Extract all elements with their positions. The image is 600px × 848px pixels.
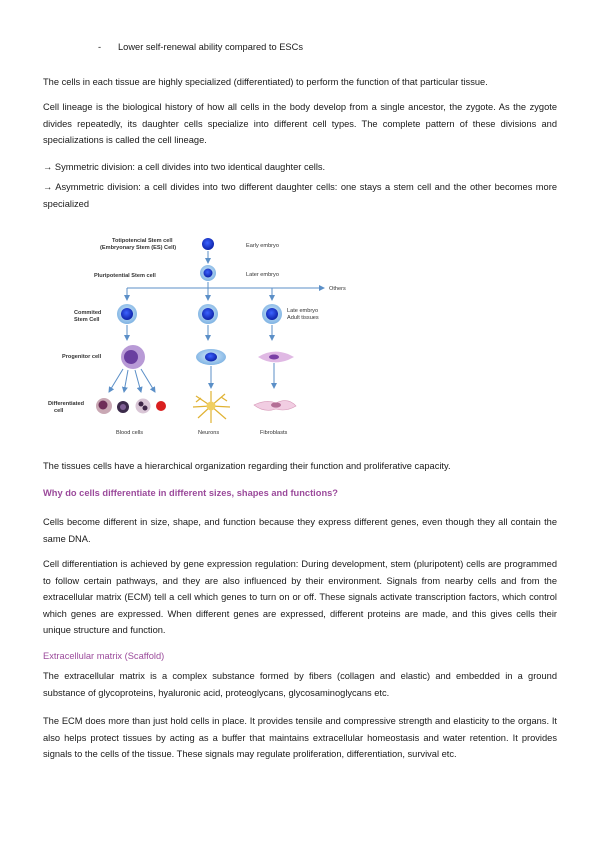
label-committed: Commited bbox=[74, 310, 102, 316]
totipotent-cell bbox=[202, 238, 214, 250]
label-later-embryo: Later embryo bbox=[246, 272, 279, 278]
paragraph-ecm-function: The ECM does more than just hold cells in place. It provides tensile and compressive strength and elasticity to the organs. It also helps protect tissues by acting as a buffer that maintains extracellular homeostasis and water retention. It provides signals to the cells of the tissue. These signals may regulate proliferation, differentiation, survival etc. bbox=[43, 716, 557, 759]
paragraph-differentiation: Cell differentiation is achieved by gene expression regulation: During development, stem (pluripotent) cells are programmed to follow certain pathways, and they are also influenced by their environment. Signals from nearby cells and from the extracellular matrix (ECM) tell a cell which genes to turn on or off. These signals activate transcription factors, which control which genes are expressed. When different genes are expressed, different proteins are made, and this gives cells their unique structure and function. bbox=[43, 559, 557, 635]
paragraph-symmetric: → Symmetric division: a cell divides into two identical daughter cells. bbox=[43, 162, 326, 172]
paragraph-asymmetric: → Asymmetric division: a cell divides into two different daughter cells: one stays a stem cell and the other becomes more specialized bbox=[43, 182, 557, 209]
label-neurons: Neurons bbox=[198, 430, 220, 436]
label-blood-cells: Blood cells bbox=[116, 430, 144, 436]
label-fibroblasts: Fibroblasts bbox=[260, 430, 288, 436]
label-stem-cell: Stem Cell bbox=[74, 317, 100, 323]
fibroblast-cell bbox=[254, 401, 296, 411]
blood-cells bbox=[96, 398, 166, 414]
label-early-embryo: Early embryo bbox=[246, 243, 279, 249]
label-progenitor: Progenitor cell bbox=[62, 354, 102, 360]
neuron-cell bbox=[193, 391, 230, 423]
label-es-cell: (Embryonary Stem (ES) Cell) bbox=[100, 245, 177, 251]
label-differentiated: Differentiated bbox=[48, 401, 85, 407]
paragraph-specialization: The cells in each tissue are highly specialized (differentiated) to perform the function of that particular tissue. bbox=[43, 77, 488, 87]
bullet-marker: - bbox=[98, 42, 102, 52]
paragraph-gene-expression: Cells become different in size, shape, and function because they express different genes, even though they all contain the same DNA. bbox=[43, 517, 557, 544]
label-others: Others bbox=[329, 286, 346, 292]
label-pluripotent: Pluripotential Stem cell bbox=[94, 273, 156, 279]
paragraph-cell-lineage: Cell lineage is the biological history of how all cells in the body develop from a single ancestor, the zygote. As the zygote divides repeatedly, its daughter cells specialize into different cell types. The complete pattern of these divisions and specializations is called the cell lineage. bbox=[43, 102, 557, 145]
label-adult-tissues: Adult tissues bbox=[287, 315, 319, 321]
label-differentiated-cell: cell bbox=[54, 408, 64, 414]
bullet-text: Lower self-renewal ability compared to ESCs bbox=[118, 42, 303, 52]
paragraph-hierarchy: The tissues cells have a hierarchical organization regarding their function and proliferative capacity. bbox=[43, 461, 451, 471]
label-totipotent: Totipotencial Stem cell bbox=[112, 238, 173, 244]
label-late-embryo: Late embryo bbox=[287, 308, 319, 314]
heading-ecm: Extracellular matrix (Scaffold) bbox=[43, 651, 165, 661]
cell-lineage-diagram bbox=[40, 228, 380, 438]
heading-why-differentiate: Why do cells differentiate in different sizes, shapes and functions? bbox=[43, 488, 338, 498]
paragraph-ecm-definition: The extracellular matrix is a complex substance formed by fibers (collagen and elastic) and embedded in a ground substance of glycoproteins, hyaluronic acid, proteoglycans, glycosaminoglycans etc. bbox=[43, 671, 557, 698]
